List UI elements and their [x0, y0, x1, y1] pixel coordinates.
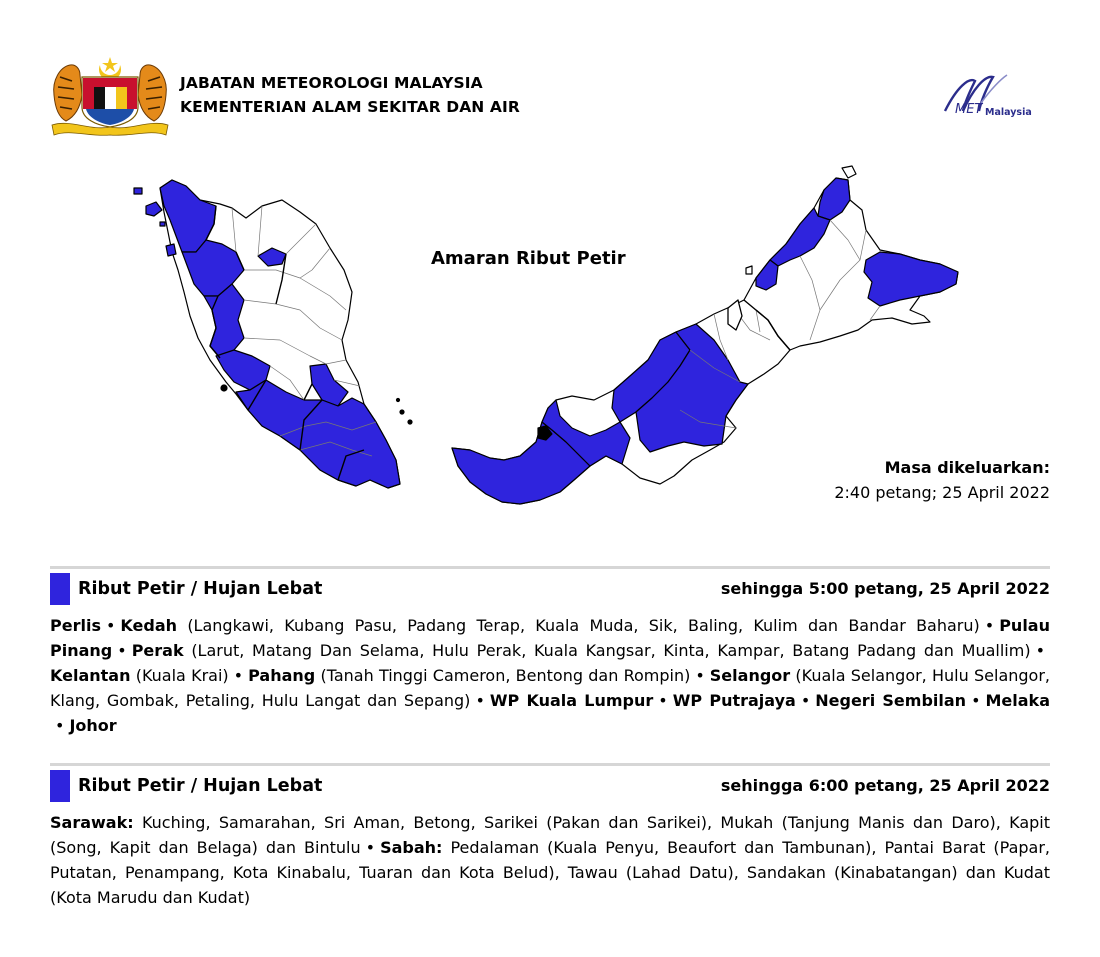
state-name: WP Kuala Lumpur — [489, 691, 654, 710]
malaysia-coat-of-arms-icon — [50, 55, 170, 137]
section-accent-bar — [50, 573, 70, 605]
district-list: (Langkawi, Kubang Pasu, Padang Terap, Kuala Muda, Sik, Baling, Kulim dan Bandar Baharu) — [187, 616, 980, 635]
section-title: Ribut Petir / Hujan Lebat — [78, 579, 323, 599]
state-name: Selangor — [709, 666, 791, 685]
state-name: Perlis — [50, 616, 101, 635]
district-list: (Tanah Tinggi Cameron, Bentong dan Rompin) — [320, 666, 691, 685]
state-name: Kedah — [120, 616, 178, 635]
organisation-name — [180, 71, 520, 119]
org-line-1: JABATAN METEOROLOGI MALAYSIA — [180, 74, 483, 92]
section-valid-until: sehingga 6:00 petang, 25 April 2022 — [720, 776, 1050, 795]
issued-label: Masa dikeluarkan: — [884, 458, 1050, 477]
state-name: Sabah: — [380, 838, 443, 857]
langkawi-island — [146, 202, 162, 216]
state-name: Perak — [131, 641, 184, 660]
district-list: Kuching, Samarahan, Sri Aman, Betong, Sarikei (Pakan dan Sarikei), Mukah (Tanjung Manis dan Daro), Kapit (Song, Kapit dan Belaga) dan Bintulu — [50, 813, 1050, 857]
map-title: Amaran Ribut Petir — [431, 248, 626, 269]
header — [50, 55, 1050, 145]
district-list: Pedalaman (Kuala Penyu, Beaufort dan Tambunan), Pantai Barat (Papar, Putatan, Penampang, Kota Kinabalu, Tuaran dan Kota Belud), Tawau (Lahad Datu), Sandakan (Kinabatangan) dan Kudat (Kota Marudu dan Kudat) — [50, 838, 1050, 907]
state-name: Kelantan — [50, 666, 131, 685]
state-name: Pahang — [248, 666, 316, 685]
section-body: Perlis • Kedah (Langkawi, Kubang Pasu, Padang Terap, Kuala Muda, Sik, Baling, Kulim dan Bandar Baharu) • Pulau Pinang • Perak (Larut, Matang Dan Selama, Hulu Perak, Kuala Kangsar, Kinta, Kampar, Batang Padang dan Muallim) •Kelantan (Kuala Krai) • Pahang (Tanah Tinggi Cameron, Bentong dan Rompin) • Selangor (Kuala Selangor, Hulu Selangor, Klang, Gombak, Petaling, Hulu Langat dan Sepang) • WP Kuala Lumpur • WP Putrajaya • Negeri Sembilan • Melaka• Johor — [50, 616, 1050, 735]
district-list: (Larut, Matang Dan Selama, Hulu Perak, Kuala Kangsar, Kinta, Kampar, Batang Padang dan Muallim) — [191, 641, 1031, 660]
state-name: Melaka — [985, 691, 1050, 710]
state-name: Negeri Sembilan — [815, 691, 967, 710]
district-list: (Kuala Selangor, Hulu Selangor, Klang, Gombak, Petaling, Hulu Langat dan Sepang) — [50, 666, 1050, 710]
issued-time: 2:40 petang; 25 April 2022 — [834, 483, 1050, 502]
state-name: Pulau Pinang — [50, 616, 1050, 660]
org-line-2: KEMENTERIAN ALAM SEKITAR DAN AIR — [180, 98, 520, 116]
warning-section-1 — [50, 566, 1050, 738]
logo-text-met: MET — [955, 102, 983, 117]
section-header — [50, 569, 1050, 605]
state-name: Johor — [69, 716, 117, 735]
state-name: Sarawak: — [50, 813, 134, 832]
section-title: Ribut Petir / Hujan Lebat — [78, 776, 323, 796]
section-body: Sarawak: Kuching, Samarahan, Sri Aman, Betong, Sarikei (Pakan dan Sarikei), Mukah (Tanjung Manis dan Daro), Kapit (Song, Kapit dan Belaga) dan Bintulu • Sabah: Pedalaman (Kuala Penyu, Beaufort dan Tambunan), Pantai Barat (Papar, Putatan, Penampang, Kota Kinabalu, Tuaran dan Kota Belud), Tawau (Lahad Datu), Sandakan (Kinabatangan) dan Kudat (Kota Marudu dan Kudat) — [50, 813, 1050, 907]
section-header — [50, 766, 1050, 802]
met-malaysia-logo — [935, 67, 1050, 119]
issued-time-block — [834, 455, 1050, 505]
section-valid-until: sehingga 5:00 petang, 25 April 2022 — [720, 579, 1050, 598]
district-list: (Kuala Krai) — [135, 666, 229, 685]
warning-section-2 — [50, 763, 1050, 910]
warning-area-sabah-kinabatangan-lahad-datu — [864, 252, 958, 306]
penang-island — [166, 244, 176, 256]
logo-text-malaysia: Malaysia — [985, 107, 1032, 118]
state-name: WP Putrajaya — [672, 691, 796, 710]
section-accent-bar — [50, 770, 70, 802]
